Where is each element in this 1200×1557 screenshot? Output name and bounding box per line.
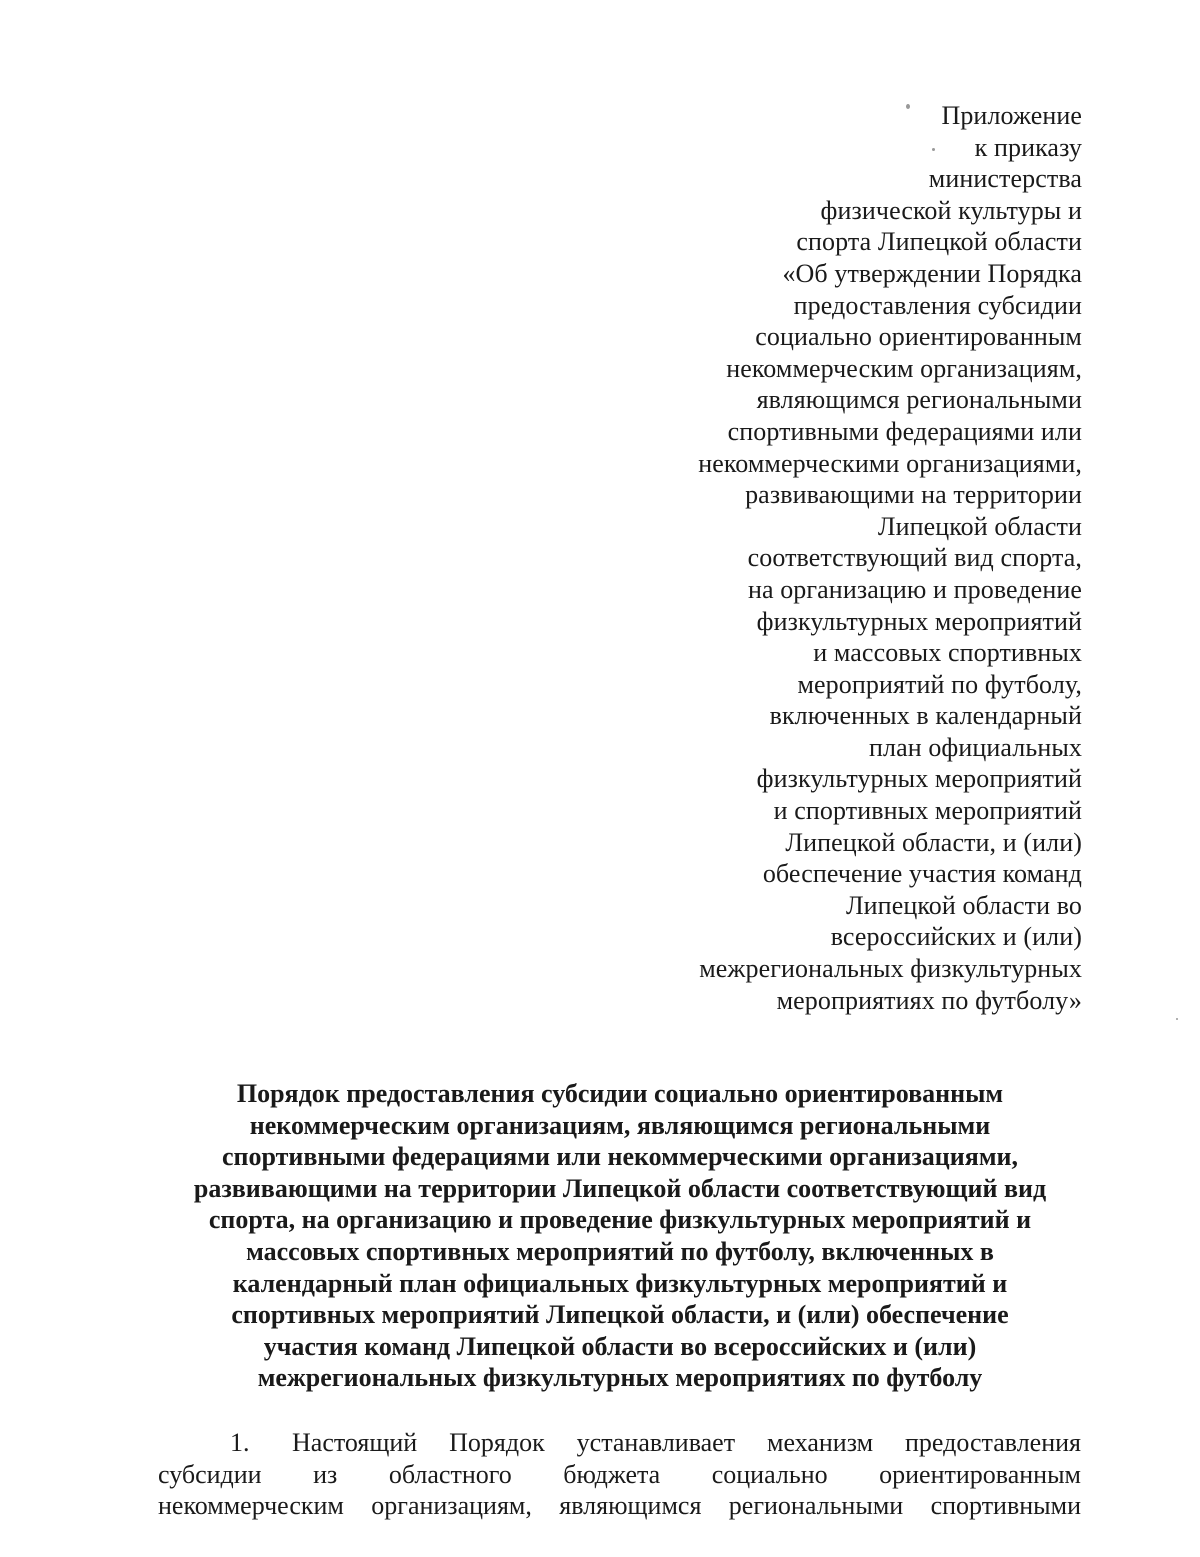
title-line: межрегиональных физкультурных мероприятиях по футболу <box>257 1363 983 1393</box>
appendix-header <box>622 100 1082 1016</box>
title-line: спорта, на организацию и проведение физкультурных мероприятий и <box>208 1205 1032 1235</box>
appendix-line: министерства <box>928 164 1082 194</box>
title-line: Порядок предоставления субсидии социально ориентированным <box>236 1079 1004 1108</box>
body-paragraph <box>158 1427 1081 1522</box>
appendix-line: являющимся региональными <box>756 385 1082 415</box>
item-number: 1. <box>230 1428 250 1457</box>
appendix-line: спортивными федерациями или <box>727 416 1082 446</box>
title-line: календарный план официальных физкультурных мероприятий и <box>232 1268 1008 1298</box>
appendix-line: социально ориентированным <box>755 322 1082 352</box>
appendix-line: физкультурных мероприятий <box>756 606 1082 636</box>
appendix-line: план официальных <box>868 732 1082 762</box>
appendix-line: и спортивных мероприятий <box>773 796 1082 826</box>
appendix-line: Приложение <box>941 101 1082 130</box>
appendix-line: обеспечение участия команд <box>762 859 1082 889</box>
appendix-line: «Об утверждении Порядка <box>782 258 1082 288</box>
appendix-line: включенных в календарный <box>769 701 1082 731</box>
appendix-line: к приказу <box>974 132 1082 162</box>
appendix-line: развивающими на территории <box>745 480 1082 510</box>
appendix-line: Липецкой области, и (или) <box>785 827 1082 857</box>
title-line: спортивных мероприятий Липецкой области, и (или) обеспечение <box>231 1300 1009 1330</box>
appendix-line: всероссийских и (или) <box>830 922 1082 952</box>
scan-speck <box>1176 1018 1178 1020</box>
appendix-line: и массовых спортивных <box>813 638 1082 668</box>
title-line: массовых спортивных мероприятий по футболу, включенных в <box>246 1236 994 1266</box>
title-line: участия команд Липецкой области во всероссийских и (или) <box>263 1331 977 1361</box>
appendix-line: на организацию и проведение <box>747 574 1082 604</box>
appendix-line: спорта Липецкой области <box>796 227 1082 257</box>
appendix-line: мероприятиях по футболу» <box>776 985 1082 1015</box>
appendix-line: некоммерческими организациями, <box>698 448 1082 478</box>
body-line: Настоящий Порядок устанавливает механизм предоставления <box>292 1428 1081 1457</box>
appendix-line: физкультурных мероприятий <box>756 764 1082 794</box>
appendix-line: физической культуры и <box>820 195 1082 225</box>
paragraph-first-line <box>158 1427 1081 1459</box>
appendix-line: соответствующий вид спорта, <box>747 543 1082 573</box>
appendix-line: Липецкой области <box>877 511 1082 541</box>
title-line: спортивными федерациями или некоммерческими организациями, <box>221 1142 1019 1172</box>
title-line: развивающими на территории Липецкой области соответствующий вид <box>193 1173 1047 1203</box>
document-title <box>150 1078 1090 1394</box>
appendix-line: предоставления субсидии <box>793 290 1082 320</box>
appendix-line: некоммерческим организациям, <box>726 353 1082 383</box>
title-line: некоммерческим организациям, являющимся региональными <box>249 1110 991 1140</box>
body-line: субсидии из областного бюджета социально ориентированным <box>158 1459 1081 1489</box>
appendix-line: мероприятий по футболу, <box>797 669 1082 699</box>
appendix-line: Липецкой области во <box>845 890 1082 920</box>
appendix-line: межрегиональных физкультурных <box>699 954 1082 984</box>
body-line: некоммерческим организациям, являющимся региональными спортивными <box>158 1491 1081 1521</box>
